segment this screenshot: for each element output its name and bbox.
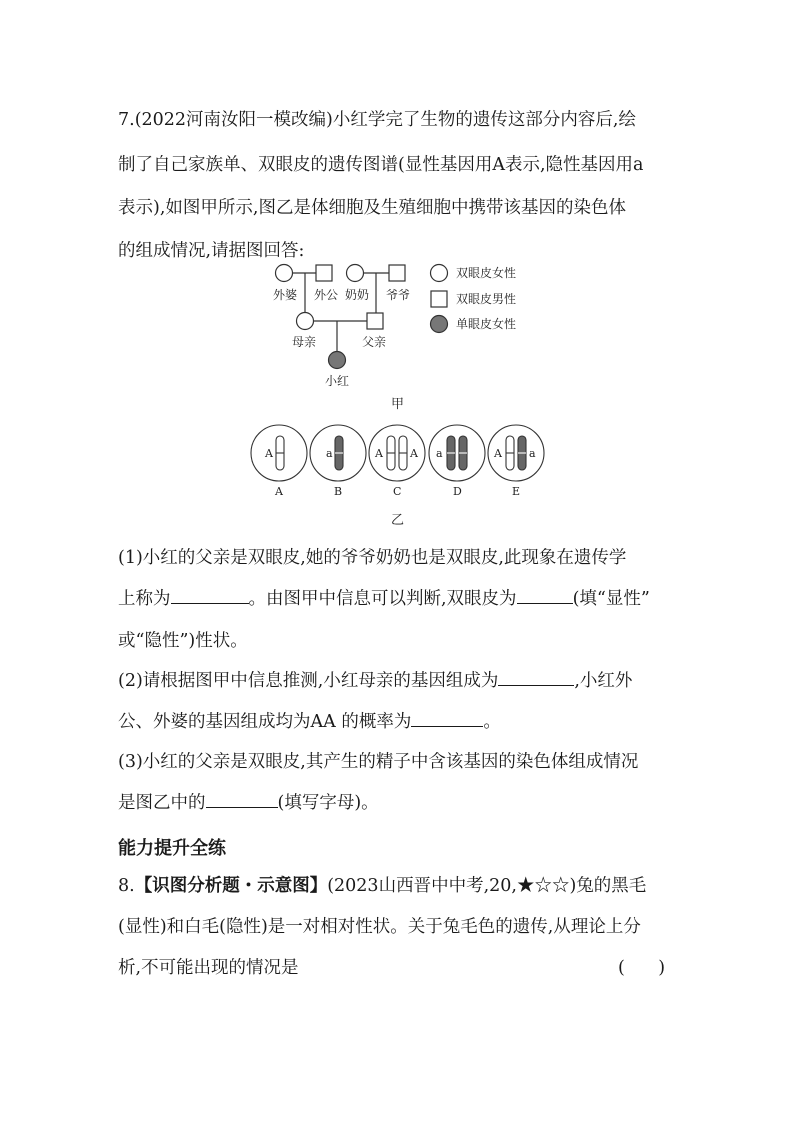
caption-jia: 甲 (391, 397, 405, 412)
answer-blank-2[interactable] (517, 589, 573, 604)
caption-yi: 乙 (391, 513, 405, 528)
sub2-line-2 (118, 712, 678, 732)
q8-line-1-text: (2023山西晋中中考,20,★☆☆)兔的黑毛 (327, 876, 647, 896)
sub1-text-b: 。由图甲中信息可以判断,双眼皮为 (248, 589, 517, 609)
father-symbol (367, 313, 383, 329)
cell-letter-a: A (275, 485, 283, 498)
legend-label-3: 单眼皮女性 (456, 317, 517, 331)
grandpa-maternal-symbol (316, 265, 332, 281)
sub1-line-2 (118, 589, 678, 609)
sub3-line-2 (118, 793, 678, 813)
sub1-text-a: 上称为 (118, 589, 171, 609)
answer-blank-1[interactable] (171, 589, 249, 604)
q8-answer-paren[interactable]: ( ) (618, 958, 666, 978)
sub1-text-c: (填“显性” (572, 589, 650, 609)
gene-label-e-right: a (529, 447, 536, 460)
label-child: 小红 (325, 374, 350, 388)
gene-label-d: a (436, 447, 443, 460)
gene-label-a: A (265, 447, 273, 460)
q8-number: 8. (118, 876, 135, 896)
label-grandma-paternal: 奶奶 (345, 288, 370, 302)
cell-letter-d: D (453, 485, 462, 498)
sub3-text-a: 是图乙中的 (118, 793, 206, 813)
label-grandpa-paternal: 爷爷 (386, 288, 411, 302)
q8-line-1 (118, 876, 678, 896)
cell-letter-c: C (393, 485, 402, 498)
q8-line-3 (118, 958, 678, 978)
gene-label-b: a (326, 447, 333, 460)
grandma-paternal-symbol (347, 265, 364, 282)
sub2-text-c: 公、外婆的基因组成均为AA 的概率为 (118, 712, 412, 732)
q8-tag: 【识图分析题・示意图】 (134, 876, 328, 896)
sub2-text-b: ,小红外 (574, 671, 633, 691)
q8-line-2: (显性)和白毛(隐性)是一对相对性状。关于兔毛色的遗传,从理论上分 (118, 917, 641, 937)
label-grandma-maternal: 外婆 (273, 288, 298, 302)
sub3-line-1: (3)小红的父亲是双眼皮,其产生的精子中含该基因的染色体组成情况 (118, 752, 639, 772)
q7-line-1: 7.(2022河南汝阳一模改编)小红学完了生物的遗传这部分内容后,绘 (118, 110, 636, 130)
cell-letter-e: E (512, 485, 521, 498)
pedigree-figure (0, 0, 794, 540)
cell-letter-b: B (334, 485, 343, 498)
grandpa-paternal-symbol (389, 265, 405, 281)
legend-filled-circle-icon (431, 316, 448, 333)
answer-blank-5[interactable] (206, 793, 278, 808)
sub1-line-3: 或“隐性”)性状。 (118, 631, 248, 651)
answer-blank-3[interactable] (498, 671, 574, 686)
gene-label-e-left: A (494, 447, 502, 460)
sub2-text-d: 。 (483, 712, 501, 732)
legend-square-icon (431, 291, 447, 307)
label-grandpa-maternal: 外公 (314, 288, 339, 302)
legend-label-1: 双眼皮女性 (456, 266, 517, 280)
label-mother: 母亲 (292, 335, 317, 349)
legend-circle-icon (431, 265, 448, 282)
mother-symbol (297, 313, 314, 330)
sub1-line-1: (1)小红的父亲是双眼皮,她的爷爷奶奶也是双眼皮,此现象在遗传学 (118, 548, 627, 568)
q7-line-4: 的组成情况,请据图回答: (118, 241, 305, 261)
label-father: 父亲 (362, 335, 387, 349)
q7-line-2: 制了自己家族单、双眼皮的遗传图谱(显性基因用A表示,隐性基因用a (118, 155, 644, 175)
q7-line-3: 表示),如图甲所示,图乙是体细胞及生殖细胞中携带该基因的染色体 (118, 198, 626, 218)
q8-line-3-text: 析,不可能出现的情况是 (118, 958, 299, 978)
child-symbol (329, 352, 346, 369)
grandma-maternal-symbol (276, 265, 293, 282)
legend-label-2: 双眼皮男性 (456, 292, 517, 306)
sub3-text-b: (填写字母)。 (277, 793, 379, 813)
sub2-line-1 (118, 671, 678, 691)
sub2-text-a: (2)请根据图甲中信息推测,小红母亲的基因组成为 (118, 671, 499, 691)
answer-blank-4[interactable] (411, 712, 483, 727)
gene-label-c-left: A (375, 447, 383, 460)
section-heading: 能力提升全练 (118, 838, 226, 859)
gene-label-c-right: A (410, 447, 418, 460)
